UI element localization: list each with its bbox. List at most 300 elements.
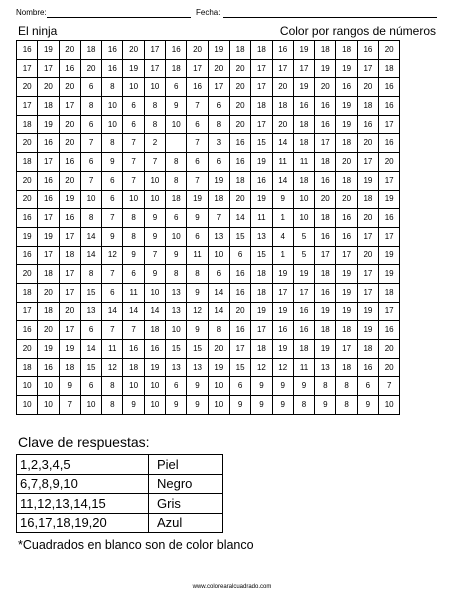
grid-cell[interactable]: 7	[102, 209, 123, 228]
grid-cell[interactable]: 13	[251, 227, 272, 246]
grid-cell[interactable]: 14	[229, 209, 250, 228]
grid-cell[interactable]: 9	[59, 377, 80, 396]
grid-cell[interactable]: 18	[38, 265, 59, 284]
grid-cell[interactable]: 17	[272, 283, 293, 302]
grid-cell[interactable]: 8	[208, 321, 229, 340]
grid-cell[interactable]: 11	[272, 153, 293, 172]
grid-cell[interactable]: 1	[272, 209, 293, 228]
grid-cell[interactable]: 18	[315, 209, 336, 228]
grid-cell[interactable]: 16	[38, 134, 59, 153]
grid-cell[interactable]: 20	[59, 41, 80, 60]
grid-cell[interactable]: 7	[187, 97, 208, 116]
grid-cell[interactable]: 10	[144, 78, 165, 97]
grid-cell[interactable]: 13	[166, 302, 187, 321]
grid-cell[interactable]: 16	[272, 41, 293, 60]
grid-cell[interactable]: 10	[38, 377, 59, 396]
grid-cell[interactable]: 18	[251, 340, 272, 359]
grid-cell[interactable]: 17	[379, 171, 400, 190]
grid-cell[interactable]: 14	[123, 302, 144, 321]
grid-cell[interactable]: 19	[59, 340, 80, 359]
grid-cell[interactable]: 14	[144, 302, 165, 321]
grid-cell[interactable]: 16	[59, 209, 80, 228]
grid-cell[interactable]: 12	[251, 358, 272, 377]
grid-cell[interactable]: 10	[144, 190, 165, 209]
grid-cell[interactable]: 9	[272, 190, 293, 209]
grid-cell[interactable]: 13	[315, 358, 336, 377]
grid-cell[interactable]: 19	[379, 190, 400, 209]
grid-cell[interactable]: 18	[357, 97, 378, 116]
grid-cell[interactable]: 17	[251, 78, 272, 97]
grid-cell[interactable]: 9	[166, 97, 187, 116]
grid-cell[interactable]: 8	[166, 153, 187, 172]
grid-cell[interactable]: 13	[187, 358, 208, 377]
grid-cell[interactable]: 15	[80, 283, 101, 302]
grid-cell[interactable]: 20	[17, 171, 38, 190]
grid-cell[interactable]: 6	[166, 377, 187, 396]
grid-cell[interactable]: 19	[379, 246, 400, 265]
grid-cell[interactable]: 17	[357, 227, 378, 246]
grid-cell[interactable]: 17	[357, 283, 378, 302]
grid-cell[interactable]: 9	[293, 377, 314, 396]
grid-cell[interactable]: 5	[293, 246, 314, 265]
grid-cell[interactable]: 7	[187, 134, 208, 153]
grid-cell[interactable]: 16	[315, 97, 336, 116]
grid-cell[interactable]: 18	[293, 171, 314, 190]
grid-cell[interactable]: 10	[123, 78, 144, 97]
grid-cell[interactable]: 9	[229, 396, 250, 415]
grid-cell[interactable]: 16	[38, 190, 59, 209]
grid-cell[interactable]: 6	[229, 377, 250, 396]
grid-cell[interactable]: 14	[102, 302, 123, 321]
grid-cell[interactable]: 18	[17, 358, 38, 377]
grid-cell[interactable]: 17	[59, 227, 80, 246]
grid-cell[interactable]: 17	[251, 115, 272, 134]
grid-cell[interactable]: 16	[315, 115, 336, 134]
grid-cell[interactable]: 20	[379, 41, 400, 60]
grid-cell[interactable]: 17	[38, 153, 59, 172]
grid-cell[interactable]: 10	[102, 115, 123, 134]
grid-cell[interactable]: 15	[187, 340, 208, 359]
grid-cell[interactable]: 20	[229, 302, 250, 321]
grid-cell[interactable]: 19	[208, 41, 229, 60]
grid-cell[interactable]: 18	[80, 41, 101, 60]
grid-cell[interactable]: 20	[357, 78, 378, 97]
grid-cell[interactable]: 20	[123, 41, 144, 60]
grid-cell[interactable]: 10	[80, 396, 101, 415]
grid-cell[interactable]: 10	[123, 377, 144, 396]
grid-cell[interactable]: 16	[17, 209, 38, 228]
grid-cell[interactable]: 20	[17, 78, 38, 97]
grid-cell[interactable]: 8	[336, 377, 357, 396]
grid-cell[interactable]: 17	[251, 321, 272, 340]
grid-cell[interactable]: 9	[187, 321, 208, 340]
grid-cell[interactable]: 19	[38, 41, 59, 60]
grid-cell[interactable]: 20	[379, 358, 400, 377]
grid-cell[interactable]: 20	[229, 97, 250, 116]
grid-cell[interactable]: 18	[336, 41, 357, 60]
grid-cell[interactable]: 19	[251, 302, 272, 321]
grid-cell[interactable]: 20	[208, 59, 229, 78]
grid-cell[interactable]: 20	[17, 265, 38, 284]
grid-cell[interactable]: 6	[208, 153, 229, 172]
grid-cell[interactable]: 7	[123, 153, 144, 172]
grid-cell[interactable]: 7	[123, 171, 144, 190]
grid-cell[interactable]: 15	[251, 134, 272, 153]
grid-cell[interactable]: 16	[357, 115, 378, 134]
grid-cell[interactable]: 10	[17, 396, 38, 415]
date-line[interactable]	[223, 17, 437, 18]
grid-cell[interactable]: 9	[144, 209, 165, 228]
grid-cell[interactable]: 19	[187, 190, 208, 209]
grid-cell[interactable]: 20	[379, 340, 400, 359]
grid-cell[interactable]: 19	[336, 302, 357, 321]
grid-cell[interactable]: 19	[251, 190, 272, 209]
grid-cell[interactable]: 17	[208, 78, 229, 97]
grid-cell[interactable]: 8	[80, 265, 101, 284]
grid-cell[interactable]: 20	[38, 283, 59, 302]
grid-cell[interactable]: 17	[336, 340, 357, 359]
grid-cell[interactable]: 15	[251, 246, 272, 265]
grid-cell[interactable]: 18	[17, 283, 38, 302]
grid-cell[interactable]: 16	[166, 41, 187, 60]
grid-cell[interactable]: 10	[80, 190, 101, 209]
grid-cell[interactable]: 10	[17, 377, 38, 396]
grid-cell[interactable]: 17	[17, 302, 38, 321]
grid-cell[interactable]: 18	[357, 340, 378, 359]
grid-cell[interactable]: 7	[187, 171, 208, 190]
grid-cell[interactable]: 20	[17, 190, 38, 209]
grid-cell[interactable]: 9	[187, 377, 208, 396]
grid-cell[interactable]: 19	[17, 227, 38, 246]
grid-cell[interactable]: 17	[293, 283, 314, 302]
grid-cell[interactable]: 6	[208, 265, 229, 284]
grid-cell[interactable]: 16	[38, 358, 59, 377]
grid-cell[interactable]: 18	[229, 171, 250, 190]
grid-cell[interactable]: 9	[144, 227, 165, 246]
grid-cell[interactable]: 18	[272, 97, 293, 116]
grid-cell[interactable]: 10	[123, 190, 144, 209]
grid-cell[interactable]: 20	[38, 321, 59, 340]
grid-cell[interactable]: 20	[336, 190, 357, 209]
grid-cell[interactable]: 16	[379, 78, 400, 97]
grid-cell[interactable]: 19	[336, 97, 357, 116]
grid-cell[interactable]: 14	[272, 134, 293, 153]
grid-cell[interactable]: 8	[102, 134, 123, 153]
grid-cell[interactable]: 20	[59, 134, 80, 153]
grid-cell[interactable]: 17	[17, 97, 38, 116]
grid-cell[interactable]: 16	[229, 153, 250, 172]
grid-cell[interactable]: 20	[17, 340, 38, 359]
grid-cell[interactable]: 17	[336, 246, 357, 265]
grid-cell[interactable]: 10	[379, 396, 400, 415]
grid-cell[interactable]: 7	[144, 153, 165, 172]
grid-cell[interactable]: 14	[80, 340, 101, 359]
grid-cell[interactable]: 11	[293, 358, 314, 377]
grid-cell[interactable]: 9	[187, 283, 208, 302]
grid-cell[interactable]: 16	[379, 97, 400, 116]
grid-cell[interactable]: 17	[379, 227, 400, 246]
grid-cell[interactable]: 16	[102, 41, 123, 60]
grid-cell[interactable]: 10	[166, 227, 187, 246]
grid-cell[interactable]: 9	[315, 396, 336, 415]
name-line[interactable]	[47, 17, 191, 18]
grid-cell[interactable]: 18	[17, 115, 38, 134]
grid-cell[interactable]: 10	[166, 115, 187, 134]
grid-cell[interactable]: 18	[38, 97, 59, 116]
grid-cell[interactable]: 16	[17, 321, 38, 340]
grid-cell[interactable]: 11	[123, 283, 144, 302]
grid-cell[interactable]: 18	[17, 153, 38, 172]
grid-cell[interactable]: 10	[208, 396, 229, 415]
grid-cell[interactable]: 19	[336, 59, 357, 78]
grid-cell[interactable]: 7	[80, 134, 101, 153]
grid-cell[interactable]: 17	[229, 340, 250, 359]
grid-cell[interactable]: 6	[187, 227, 208, 246]
grid-cell[interactable]: 18	[315, 41, 336, 60]
grid-cell[interactable]: 16	[293, 302, 314, 321]
grid-cell[interactable]: 11	[187, 246, 208, 265]
grid-cell[interactable]: 17	[59, 265, 80, 284]
grid-cell[interactable]: 16	[59, 153, 80, 172]
grid-cell[interactable]: 6	[123, 115, 144, 134]
grid-cell[interactable]: 18	[38, 302, 59, 321]
grid-cell[interactable]: 6	[80, 153, 101, 172]
grid-cell[interactable]: 11	[251, 209, 272, 228]
grid-cell[interactable]: 16	[229, 283, 250, 302]
grid-cell[interactable]: 14	[80, 246, 101, 265]
grid-cell[interactable]: 8	[166, 171, 187, 190]
grid-cell[interactable]: 7	[123, 321, 144, 340]
grid-cell[interactable]: 19	[315, 340, 336, 359]
grid-cell[interactable]: 20	[229, 78, 250, 97]
grid-cell[interactable]: 12	[272, 358, 293, 377]
grid-cell[interactable]: 18	[123, 358, 144, 377]
grid-cell[interactable]: 6	[123, 97, 144, 116]
grid-cell[interactable]: 17	[379, 115, 400, 134]
grid-cell[interactable]: 13	[166, 283, 187, 302]
grid-cell[interactable]: 16	[272, 321, 293, 340]
grid-cell[interactable]: 16	[293, 97, 314, 116]
grid-cell[interactable]: 19	[293, 265, 314, 284]
grid-cell[interactable]: 9	[123, 246, 144, 265]
grid-cell[interactable]: 17	[357, 265, 378, 284]
grid-cell[interactable]: 11	[102, 340, 123, 359]
grid-cell[interactable]: 19	[38, 340, 59, 359]
grid-cell[interactable]: 9	[272, 396, 293, 415]
grid-cell[interactable]: 8	[123, 209, 144, 228]
grid-cell[interactable]: 14	[208, 283, 229, 302]
footer-url[interactable]: www.colorearalcuadrado.com	[192, 584, 272, 590]
grid-cell[interactable]: 10	[144, 283, 165, 302]
grid-cell[interactable]: 9	[102, 153, 123, 172]
grid-cell[interactable]: 16	[315, 227, 336, 246]
grid-cell[interactable]: 6	[80, 115, 101, 134]
grid-cell[interactable]: 18	[315, 321, 336, 340]
grid-cell[interactable]: 17	[357, 59, 378, 78]
grid-cell[interactable]: 19	[357, 171, 378, 190]
grid-cell[interactable]: 18	[293, 340, 314, 359]
grid-cell[interactable]: 17	[272, 59, 293, 78]
grid-cell[interactable]: 14	[208, 302, 229, 321]
grid-cell[interactable]: 20	[229, 115, 250, 134]
grid-cell[interactable]: 18	[251, 283, 272, 302]
grid-cell[interactable]: 7	[123, 134, 144, 153]
grid-cell[interactable]: 16	[229, 321, 250, 340]
grid-cell[interactable]: 20	[379, 153, 400, 172]
grid-cell[interactable]: 7	[59, 396, 80, 415]
grid-cell[interactable]: 18	[208, 190, 229, 209]
grid-cell[interactable]: 20	[17, 134, 38, 153]
grid-cell[interactable]: 9	[166, 396, 187, 415]
grid-cell[interactable]: 8	[315, 377, 336, 396]
grid-cell[interactable]: 6	[102, 190, 123, 209]
grid-cell[interactable]: 17	[251, 59, 272, 78]
grid-cell[interactable]: 19	[315, 59, 336, 78]
grid-cell[interactable]: 19	[272, 340, 293, 359]
grid-cell[interactable]: 7	[208, 209, 229, 228]
grid-cell[interactable]: 18	[379, 283, 400, 302]
grid-cell[interactable]: 18	[357, 190, 378, 209]
grid-cell[interactable]: 18	[59, 358, 80, 377]
grid-cell[interactable]: 8	[208, 115, 229, 134]
grid-cell[interactable]: 19	[251, 153, 272, 172]
grid-cell[interactable]: 15	[166, 340, 187, 359]
grid-cell[interactable]: 17	[315, 134, 336, 153]
grid-cell[interactable]: 8	[102, 396, 123, 415]
grid-cell[interactable]: 20	[59, 115, 80, 134]
grid-cell[interactable]: 6	[208, 97, 229, 116]
grid-cell[interactable]: 19	[208, 358, 229, 377]
grid-cell[interactable]: 6	[123, 265, 144, 284]
grid-cell[interactable]: 19	[379, 265, 400, 284]
grid-cell[interactable]: 16	[187, 78, 208, 97]
grid-cell[interactable]: 18	[251, 41, 272, 60]
grid-cell[interactable]: 17	[38, 246, 59, 265]
grid-cell[interactable]: 9	[357, 396, 378, 415]
grid-cell[interactable]: 16	[293, 321, 314, 340]
grid-cell[interactable]: 8	[293, 396, 314, 415]
grid-cell[interactable]: 16	[17, 246, 38, 265]
grid-cell[interactable]: 19	[144, 358, 165, 377]
grid-cell[interactable]: 8	[336, 396, 357, 415]
grid-cell[interactable]: 6	[187, 115, 208, 134]
grid-cell[interactable]: 6	[166, 78, 187, 97]
grid-cell[interactable]: 20	[80, 59, 101, 78]
grid-cell[interactable]: 19	[357, 302, 378, 321]
grid-cell[interactable]: 17	[379, 302, 400, 321]
grid-cell[interactable]: 18	[59, 246, 80, 265]
grid-cell[interactable]: 8	[123, 227, 144, 246]
grid-cell[interactable]: 7	[379, 377, 400, 396]
grid-cell[interactable]: 10	[144, 377, 165, 396]
grid-cell[interactable]: 16	[379, 321, 400, 340]
grid-cell[interactable]: 18	[293, 134, 314, 153]
grid-cell[interactable]: 8	[80, 209, 101, 228]
grid-cell[interactable]: 18	[315, 265, 336, 284]
grid-cell[interactable]: 16	[229, 134, 250, 153]
grid-cell[interactable]: 9	[272, 377, 293, 396]
grid-cell[interactable]: 14	[80, 227, 101, 246]
grid-cell[interactable]: 20	[336, 153, 357, 172]
grid-cell[interactable]: 19	[38, 227, 59, 246]
grid-cell[interactable]: 19	[336, 283, 357, 302]
grid-cell[interactable]: 20	[357, 246, 378, 265]
grid-cell[interactable]: 17	[59, 97, 80, 116]
grid-cell[interactable]: 10	[102, 97, 123, 116]
grid-cell[interactable]: 20	[208, 340, 229, 359]
grid-cell[interactable]: 13	[80, 302, 101, 321]
grid-cell[interactable]: 19	[208, 171, 229, 190]
grid-cell[interactable]: 16	[379, 209, 400, 228]
grid-cell[interactable]: 11	[293, 153, 314, 172]
grid-cell[interactable]: 17	[315, 246, 336, 265]
grid-cell[interactable]: 13	[208, 227, 229, 246]
grid-cell[interactable]: 19	[123, 59, 144, 78]
grid-cell[interactable]: 18	[166, 190, 187, 209]
grid-cell[interactable]: 15	[229, 358, 250, 377]
grid-cell[interactable]: 19	[293, 41, 314, 60]
grid-cell[interactable]: 17	[293, 59, 314, 78]
grid-cell[interactable]: 10	[166, 321, 187, 340]
grid-cell[interactable]: 18	[336, 358, 357, 377]
grid-cell[interactable]: 7	[80, 171, 101, 190]
grid-cell[interactable]: 3	[208, 134, 229, 153]
grid-cell[interactable]: 17	[357, 153, 378, 172]
grid-cell[interactable]: 9	[187, 209, 208, 228]
grid-cell[interactable]: 18	[251, 97, 272, 116]
grid-cell[interactable]: 20	[315, 190, 336, 209]
grid-cell[interactable]: 18	[251, 265, 272, 284]
grid-cell[interactable]: 12	[187, 302, 208, 321]
grid-cell[interactable]: 7	[102, 265, 123, 284]
grid-cell[interactable]: 18	[144, 321, 165, 340]
grid-cell[interactable]: 10	[144, 171, 165, 190]
grid-cell[interactable]: 4	[272, 227, 293, 246]
grid-cell[interactable]: 20	[59, 302, 80, 321]
grid-cell[interactable]: 2	[144, 134, 165, 153]
grid-cell[interactable]: 16	[144, 340, 165, 359]
grid-cell[interactable]: 20	[272, 115, 293, 134]
grid-cell[interactable]: 17	[59, 321, 80, 340]
grid-cell[interactable]: 18	[379, 59, 400, 78]
grid-cell[interactable]: 8	[102, 78, 123, 97]
grid-cell[interactable]: 15	[80, 358, 101, 377]
grid-cell[interactable]: 18	[293, 115, 314, 134]
grid-cell[interactable]: 16	[357, 41, 378, 60]
grid-cell[interactable]: 19	[272, 265, 293, 284]
grid-cell[interactable]: 5	[293, 227, 314, 246]
grid-cell[interactable]: 17	[187, 59, 208, 78]
grid-cell[interactable]: 19	[272, 302, 293, 321]
grid-cell[interactable]: 16	[357, 358, 378, 377]
grid-cell[interactable]: 10	[293, 190, 314, 209]
grid-cell[interactable]: 18	[315, 153, 336, 172]
grid-cell[interactable]: 9	[144, 265, 165, 284]
grid-cell[interactable]: 9	[166, 246, 187, 265]
grid-cell[interactable]: 19	[357, 321, 378, 340]
grid-cell[interactable]: 6	[166, 209, 187, 228]
grid-cell[interactable]: 9	[102, 227, 123, 246]
grid-cell[interactable]: 17	[17, 59, 38, 78]
grid-cell[interactable]: 6	[102, 171, 123, 190]
grid-cell[interactable]: 16	[336, 227, 357, 246]
grid-cell[interactable]: 6	[102, 283, 123, 302]
grid-cell[interactable]: 10	[144, 396, 165, 415]
grid-cell[interactable]: 16	[336, 209, 357, 228]
grid-cell[interactable]: 12	[102, 246, 123, 265]
grid-cell[interactable]: 20	[229, 59, 250, 78]
grid-cell[interactable]: 20	[229, 190, 250, 209]
